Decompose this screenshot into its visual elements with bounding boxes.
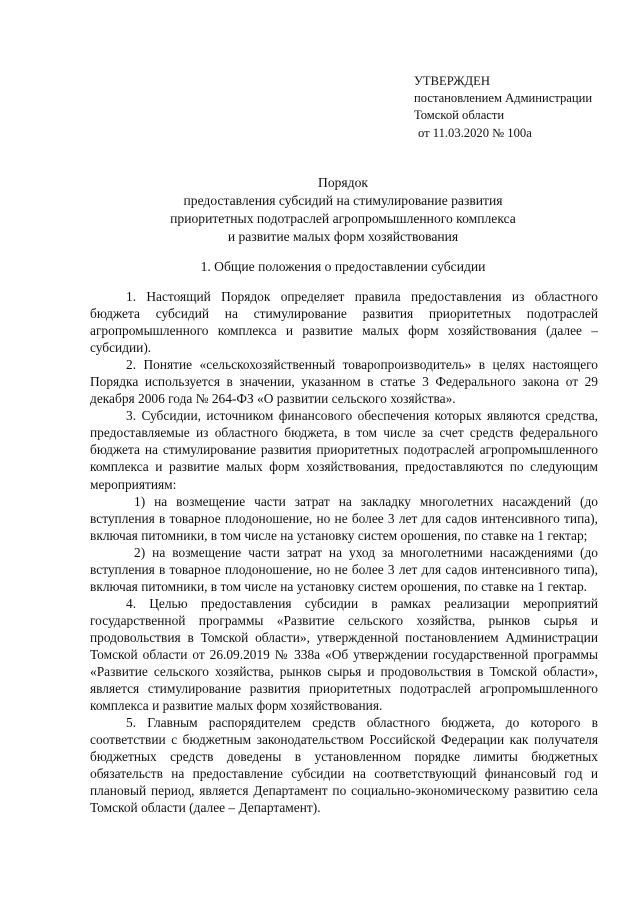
- title-line: и развитие малых форм хозяйствования: [227, 229, 459, 244]
- paragraph-3-item-2: 2) на возмещение части затрат на уход за многолетними насаждениями (до вступления в товарное плодоношение, но не более 3 лет для садов интенсивного типа), включая питомники, в том числе на установку систем орошения, по ставке на 1 гектар.: [90, 544, 598, 594]
- title-line: приоритетных подотраслей агропромышленного комплекса: [170, 211, 516, 226]
- approval-heading: УТВЕРЖДЕН: [414, 74, 490, 88]
- title-line: предоставления субсидий на стимулирование развития: [183, 193, 503, 208]
- paragraph-5: 5. Главным распорядителем средств областного бюджета, до которого в соответствии с бюджетным законодательством Российской Федерации как получателя бюджетных средств доведены в установленном порядке лимиты бюджетных обязательств на предоставление субсидии на соответствующий финансовый год и плановый период, является Департамент по социально-экономическому развитию села Томской области (далее – Департамент).: [90, 715, 598, 816]
- approval-stamp: [414, 73, 592, 142]
- document-body: [90, 288, 598, 816]
- paragraph-1: 1. Настоящий Порядок определяет правила предоставления из областного бюджета субсидий на стимулирование развития приоритетных подотраслей агропромышленного комплекса и развитие малых форм хозяйствования (далее – субсидии).: [90, 289, 598, 356]
- document-title: [90, 174, 596, 246]
- approval-line: Томской области: [414, 108, 505, 123]
- title-line: Порядок: [318, 175, 368, 190]
- paragraph-3-item-1: 1) на возмещение части затрат на закладку многолетних насаждений (до вступления в товарное плодоношение, но не более 3 лет для садов интенсивного типа), включая питомники, в том числе на установку систем орошения, по ставке на 1 гектар;: [90, 493, 598, 543]
- section-heading: 1. Общие положения о предоставлении субсидии: [200, 259, 486, 274]
- paragraph-4: 4. Целью предоставления субсидии в рамках реализации мероприятий государственной программы «Развитие сельского хозяйства, рынков сырья и продовольствия в Томской области», утвержденной постановлением Администрации Томской области от 26.09.2019 № 338а «Об утверждении государственной программы «Развитие сельского хозяйства, рынков сырья и продовольствия в Томской области», является стимулирование развития приоритетных подотраслей агропромышленного комплекса и развитие малых форм хозяйствования.: [90, 595, 598, 714]
- approval-date: от 11.03.2020 № 100а: [418, 125, 532, 140]
- paragraph-3: 3. Субсидии, источником финансового обеспечения которых являются средства, предоставляемые из областного бюджета, в том числе за счет средств федерального бюджета на стимулирование развития приоритетных подотраслей агропромышленного комплекса и развитие малых форм хозяйствования, предоставляются по следующим мероприятиям:: [90, 408, 598, 492]
- approval-line: постановлением Администрации: [414, 91, 593, 106]
- paragraph-2: 2. Понятие «сельскохозяйственный товаропроизводитель» в целях настоящего Порядка используется в значении, указанном в статье 3 Федерального закона от 29 декабря 2006 года № 264-ФЗ «О развитии сельского хозяйства».: [90, 357, 598, 407]
